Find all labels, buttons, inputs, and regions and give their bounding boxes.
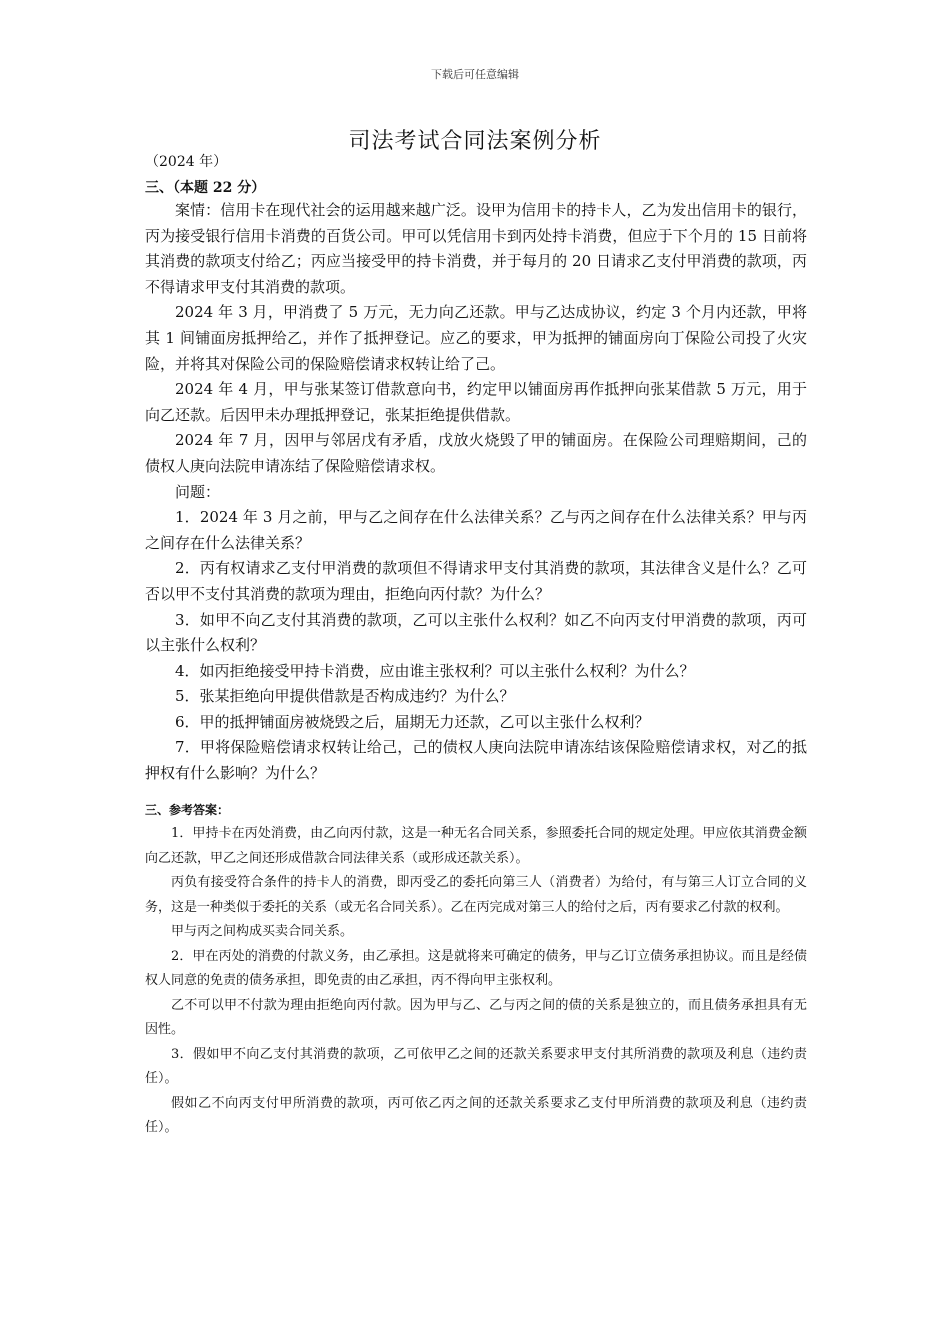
case-paragraph: 2024 年 3 月，甲消费了 5 万元，无力向乙还款。甲与乙达成协议，约定 3 个月内还款，甲将其 1 间铺面房抵押给乙，并作了抵押登记。应乙的要求，甲为抵押的铺面房向丁保险公司投了火灾险，并将其对保险公司的保险赔偿请求权转让给了己。 — [145, 303, 807, 373]
question-item: 1．2024 年 3 月之前，甲与乙之间存在什么法律关系？乙与丙之间存在什么法律关系？甲与丙之间存在什么法律关系？ — [145, 508, 807, 552]
questions-label: 问题： — [175, 482, 221, 501]
document-year: （2024 年） — [145, 154, 228, 170]
document-title: 司法考试合同法案例分析 — [348, 129, 602, 154]
question-item: 6．甲的抵押铺面房被烧毁之后，届期无力还款，乙可以主张什么权利？ — [175, 712, 650, 731]
answer-paragraph: 3．假如甲不向乙支付其消费的款项，乙可依甲乙之间的还款关系要求甲支付其所消费的款项及利息（违约责任）。 — [145, 1046, 807, 1086]
answer-paragraph: 丙负有接受符合条件的持卡人的消费，即丙受乙的委托向第三人（消费者）为给付，有与第三人订立合同的义务，这是一种类似于委托的关系（或无名合同关系）。乙在丙完成对第三人的给付之后，丙有要求乙付款的权利。 — [145, 875, 807, 915]
section-heading: 三、（本题 22 分） — [145, 180, 266, 196]
answer-paragraph: 2．甲在丙处的消费的付款义务，由乙承担。这是就将来可确定的债务，甲与乙订立债务承担协议。而且是经债权人同意的免责的债务承担，即免责的由乙承担，丙不得向甲主张权利。 — [145, 948, 807, 988]
answers-body — [145, 822, 807, 1141]
case-paragraph: 2024 年 7 月，因甲与邻居戊有矛盾，戊放火烧毁了甲的铺面房。在保险公司理赔期间，己的债权人庚向法院申请冻结了保险赔偿请求权。 — [145, 431, 807, 475]
case-paragraph: 2024 年 4 月，甲与张某签订借款意向书，约定甲以铺面房再作抵押向张某借款 5 万元，用于向乙还款。后因甲未办理抵押登记，张某拒绝提供借款。 — [145, 380, 807, 424]
question-item: 2．丙有权请求乙支付甲消费的款项但不得请求甲支付其消费的款项，其法律含义是什么？乙可否以甲不支付其消费的款项为理由，拒绝向丙付款？为什么？ — [145, 559, 807, 603]
question-item: 5．张某拒绝向甲提供借款是否构成违约？为什么？ — [175, 687, 515, 706]
answer-paragraph: 假如乙不向丙支付甲所消费的款项，丙可依乙丙之间的还款关系要求乙支付甲所消费的款项及利息（违约责任）。 — [145, 1095, 807, 1135]
question-item: 7．甲将保险赔偿请求权转让给己，己的债权人庚向法院申请冻结该保险赔偿请求权，对乙的抵押权有什么影响？为什么？ — [145, 738, 807, 783]
question-item: 3．如甲不向乙支付其消费的款项，乙可以主张什么权利？如乙不向丙支付甲消费的款项，丙可以主张什么权利？ — [145, 610, 807, 655]
answer-paragraph: 1．甲持卡在丙处消费，由乙向丙付款，这是一种无名合同关系，参照委托合同的规定处理。甲应依其消费金额向乙还款，甲乙之间还形成借款合同法律关系（或形成还款关系）。 — [145, 826, 807, 866]
header-note: 下载后可任意编辑 — [431, 68, 519, 81]
answer-paragraph: 甲与丙之间构成买卖合同关系。 — [171, 924, 354, 939]
question-item: 4．如丙拒绝接受甲持卡消费，应由谁主张权利？可以主张什么权利？为什么？ — [175, 661, 695, 680]
answer-paragraph: 乙不可以甲不付款为理由拒绝向丙付款。因为甲与乙、乙与丙之间的债的关系是独立的，而且债务承担具有无因性。 — [145, 997, 807, 1037]
case-paragraph: 案情：信用卡在现代社会的运用越来越广泛。设甲为信用卡的持卡人，乙为发出信用卡的银行，丙为接受银行信用卡消费的百货公司。甲可以凭信用卡到丙处持卡消费，但应于下个月的 15 日前将其消费的款项支付给乙；丙应当接受甲的持卡消费，并于每月的 20 日请求乙支付甲消费的款项，丙不得请求甲支付其消费的款项。 — [145, 201, 807, 296]
answer-heading: 三、参考答案： — [145, 803, 230, 817]
case-body — [145, 198, 807, 787]
